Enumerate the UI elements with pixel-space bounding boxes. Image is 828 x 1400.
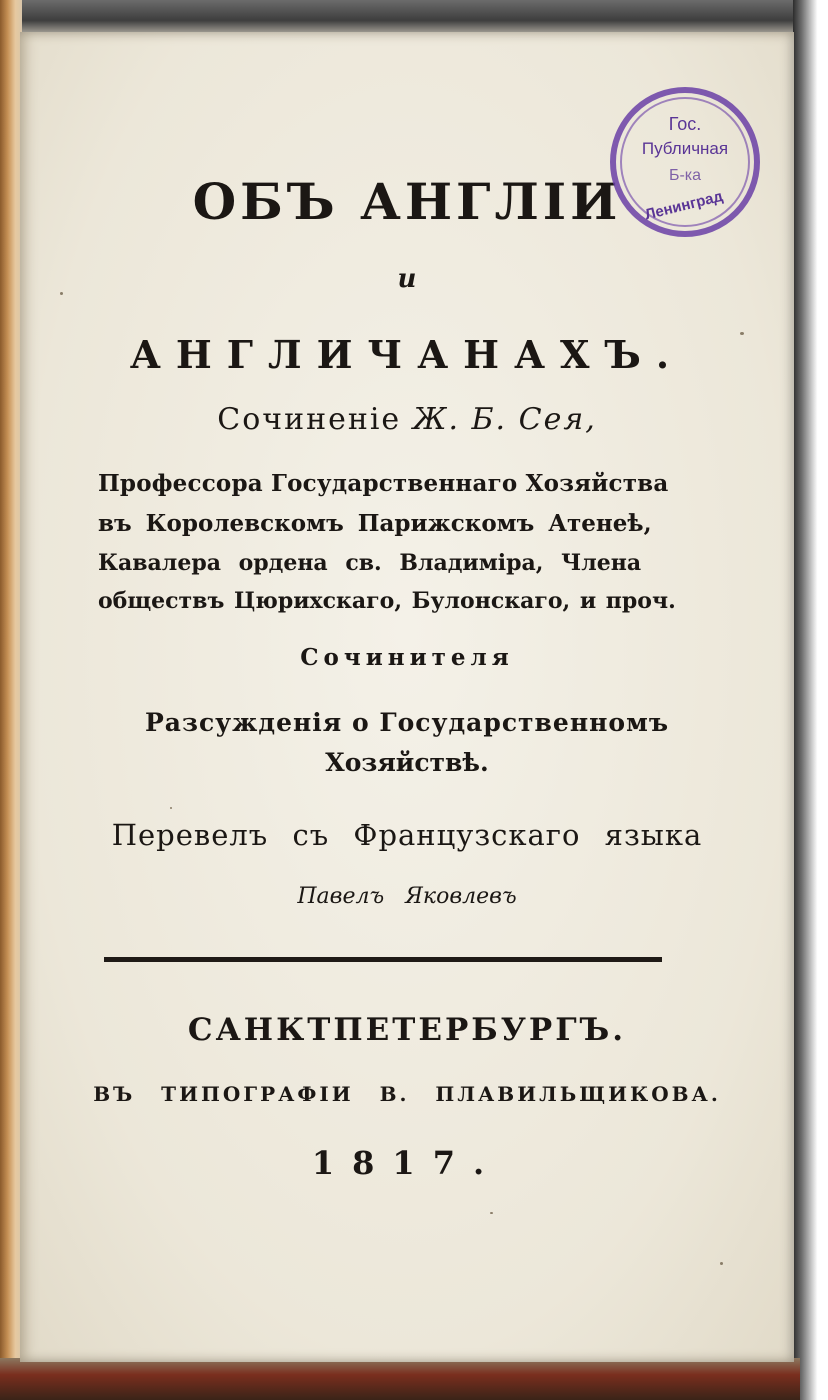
paper-speck <box>60 292 63 295</box>
title-conjunction: и <box>397 264 417 294</box>
library-stamp-graphic <box>605 82 765 242</box>
authorship-line <box>20 402 794 437</box>
translation-note: Перевелъ съ Французскаго языка <box>111 818 703 852</box>
author-description-line: обществъ Цюрихскаго, Булонскаго, и проч. <box>98 588 676 614</box>
book-subtitle: АНГЛИЧАНАХЪ. <box>129 332 685 377</box>
paper-speck <box>490 1212 493 1214</box>
author-description-line: въ Королевскомъ Парижскомъ Атенеѣ, <box>98 510 652 537</box>
book-title: ОБЪ АНГЛIИ <box>192 172 622 231</box>
stamp-text-4: Ленинград <box>643 187 725 224</box>
imprint-year: 1817. <box>311 1144 503 1182</box>
stamp-text-3: Б-ка <box>668 167 702 184</box>
paper-speck <box>170 807 172 809</box>
title-page <box>20 32 794 1362</box>
imprint-press: ВЪ ТИПОГРАФIИ В. ПЛАВИЛЬЩИКОВА. <box>93 1082 721 1106</box>
prior-work-title-line1: Разсужденiя о Государственномъ <box>145 708 669 737</box>
author-description-line: Кавалера ордена св. Владимiра, Члена <box>98 550 642 576</box>
paper-speck <box>740 332 744 335</box>
stamp-text-1: Гос. <box>668 114 702 134</box>
author-of-label: Сочинителя <box>300 644 514 671</box>
book-binding <box>0 0 22 1400</box>
author-name: Ж. Б. Сея, <box>412 402 597 437</box>
translator-name: Павелъ Яковлевъ <box>297 884 517 909</box>
stamp-text-2: Публичная <box>641 139 729 158</box>
author-description-line: Профессора Государственнаго Хозяйства <box>98 470 669 497</box>
page-edge-shadow <box>793 0 828 1400</box>
work-prefix: Сочиненiе <box>217 402 402 437</box>
divider-rule <box>104 957 662 962</box>
prior-work-title-line2: Хозяйствѣ. <box>325 748 489 777</box>
book-bottom-edge <box>0 1358 800 1400</box>
paper-speck <box>720 1262 723 1265</box>
library-stamp <box>605 82 765 242</box>
imprint-city: САНКТПЕТЕРБУРГЪ. <box>187 1012 627 1048</box>
book-top-edge <box>0 0 800 34</box>
